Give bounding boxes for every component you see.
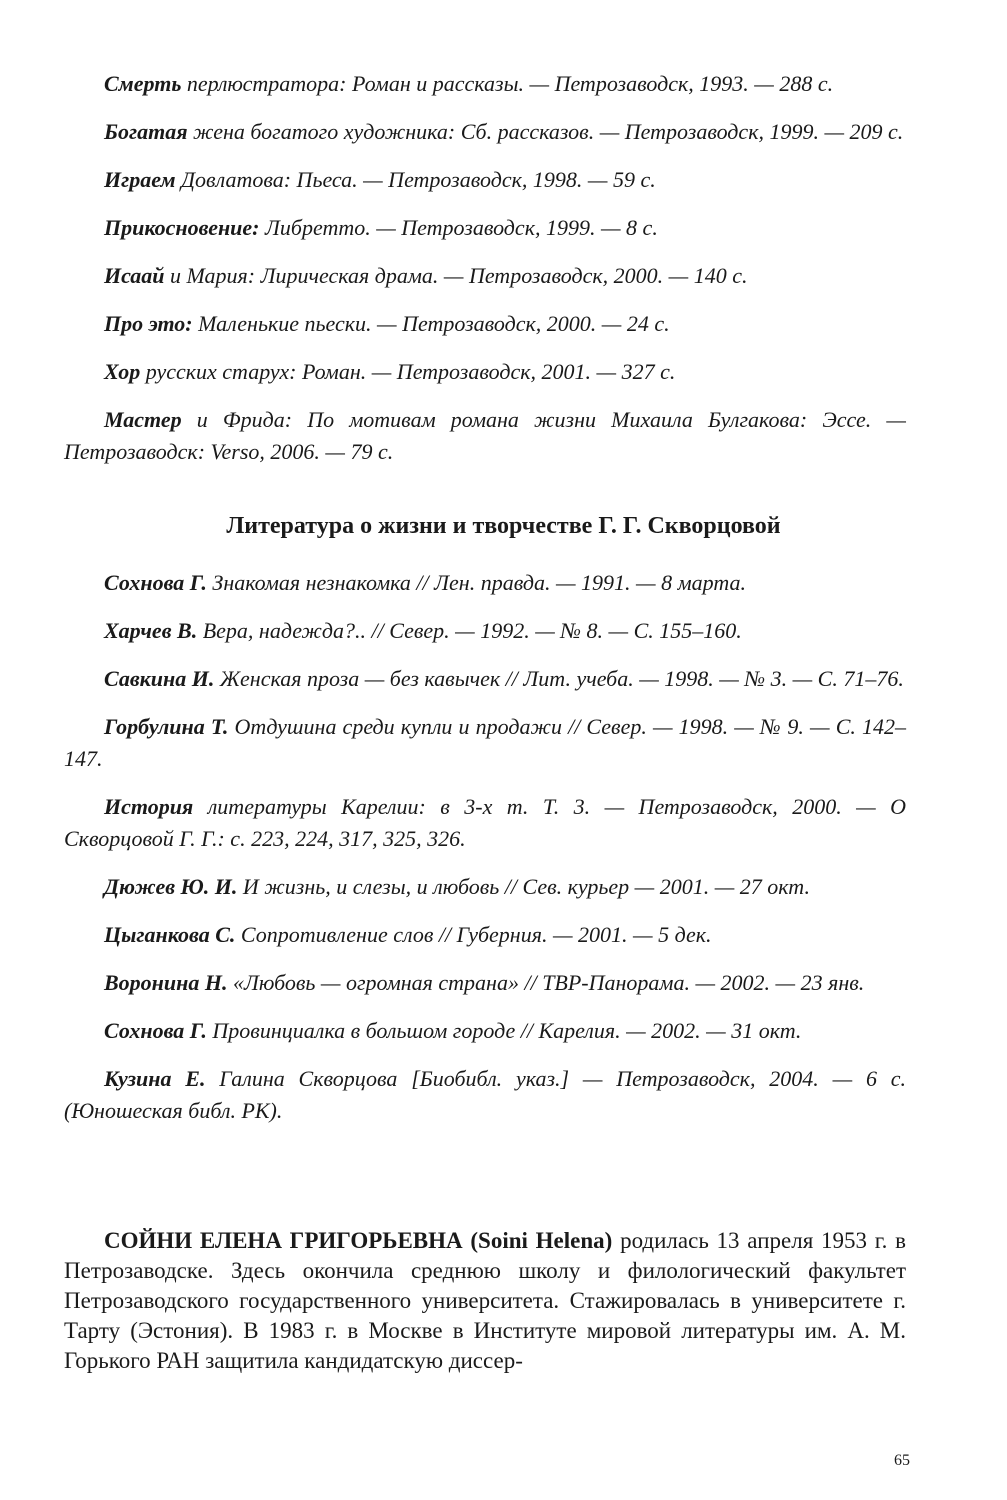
literature-entry [64,711,906,775]
bibliography-entry [64,164,906,196]
entry-text: Галина Скворцова [Биобибл. указ.] — Петрозаводск, 2004. — 6 с. (Юношеская библ. РК). [64,1066,907,1123]
entry-author: Сохнова Г. [104,570,207,595]
biography-paragraph [64,1226,906,1376]
entry-text: русских старух: Роман. — Петрозаводск, 2001. — 327 с. [140,359,676,384]
literature-entry [64,1015,906,1047]
entry-lead: Хор [104,359,141,384]
entry-author: Сохнова Г. [104,1018,207,1043]
entry-text: Довлатова: Пьеса. — Петрозаводск, 1998. — 59 с. [175,167,656,192]
section-heading: Литература о жизни и творчестве Г. Г. Скворцовой [226,513,781,539]
entry-lead: Смерть [104,71,182,96]
bibliography-entry [64,212,906,244]
entry-text: Сопротивление слов // Губерния. — 2001. — 5 дек. [235,922,712,947]
entry-lead: Про это: [104,311,193,336]
entry-text: Знакомая незнакомка // Лен. правда. — 1991. — 8 марта. [206,570,746,595]
entry-text: перлюстратора: Роман и рассказы. — Петрозаводск, 1993. — 288 с. [181,71,834,96]
entry-author: Дюжев Ю. И. [104,874,238,899]
literature-entry [64,791,906,855]
entry-author: Харчев В. [104,618,198,643]
entry-author: История [104,794,194,819]
entry-text: и Мария: Лирическая драма. — Петрозаводск, 2000. — 140 с. [164,263,748,288]
literature-entry [64,663,906,695]
entry-text: Женская проза — без кавычек // Лит. учеба. — 1998. — № 3. — С. 71–76. [214,666,904,691]
entry-author: Воронина Н. [104,970,228,995]
works-list [64,68,906,484]
entry-text: Провинциалка в большом городе // Карелия. — 2002. — 31 окт. [206,1018,802,1043]
bibliography-entry [64,404,906,468]
entry-author: Цыганкова С. [104,922,236,947]
entry-author: Горбулина Т. [104,714,229,739]
bibliography-entry [64,356,906,388]
entry-text: жена богатого художника: Сб. рассказов. — Петрозаводск, 1999. — 209 с. [187,119,904,144]
literature-entry [64,871,906,903]
literature-entry [64,1063,906,1127]
entry-text: «Любовь — огромная страна» // ТВР-Панорама. — 2002. — 23 янв. [227,970,865,995]
biography-text: родилась 13 апреля 1953 г. в Петрозаводске. Здесь окончила среднюю школу и филологический факультет Петрозаводского государственного университета. Стажировалась в университете г. Тарту (Эстония). В 1983 г. в Москве в Институте мировой литературы им. А. М. Горького РАН защитила кандидатскую диссер- [64,1228,906,1373]
bibliography-entry [64,260,906,292]
literature-list [64,567,906,1143]
biography-name: СОЙНИ ЕЛЕНА ГРИГОРЬЕВНА (Soini Helena) [104,1228,613,1253]
entry-text: Либретто. — Петрозаводск, 1999. — 8 с. [259,215,658,240]
entry-text: Вера, надежда?.. // Север. — 1992. — № 8. — С. 155–160. [197,618,742,643]
entry-text: Отдушина среди купли и продажи // Север. — 1998. — № 9. — С. 142–147. [64,714,906,771]
entry-text: и Фрида: По мотивам романа жизни Михаила Булгакова: Эссе. — Петрозаводск: Verso, 2006. — 79 с. [64,407,906,464]
entry-text: Маленькие пьески. — Петрозаводск, 2000. — 24 с. [192,311,670,336]
bibliography-entry [64,68,906,100]
literature-entry [64,567,906,599]
entry-author: Савкина И. [104,666,215,691]
bibliography-entry [64,308,906,340]
entry-lead: Играем [104,167,176,192]
bibliography-entry [64,116,906,148]
entry-text: литературы Карелии: в 3-х т. Т. 3. — Петрозаводск, 2000. — О Скворцовой Г. Г.: с. 223, 224, 317, 325, 326. [64,794,906,851]
literature-entry [64,919,906,951]
entry-lead: Мастер [104,407,182,432]
entry-lead: Богатая [104,119,188,144]
entry-lead: Прикосновение: [104,215,260,240]
literature-entry [64,615,906,647]
page-number: 65 [894,1452,910,1469]
literature-entry [64,967,906,999]
entry-author: Кузина Е. [104,1066,206,1091]
entry-text: И жизнь, и слезы, и любовь // Сев. курьер — 2001. — 27 окт. [237,874,810,899]
entry-lead: Исаай [104,263,165,288]
